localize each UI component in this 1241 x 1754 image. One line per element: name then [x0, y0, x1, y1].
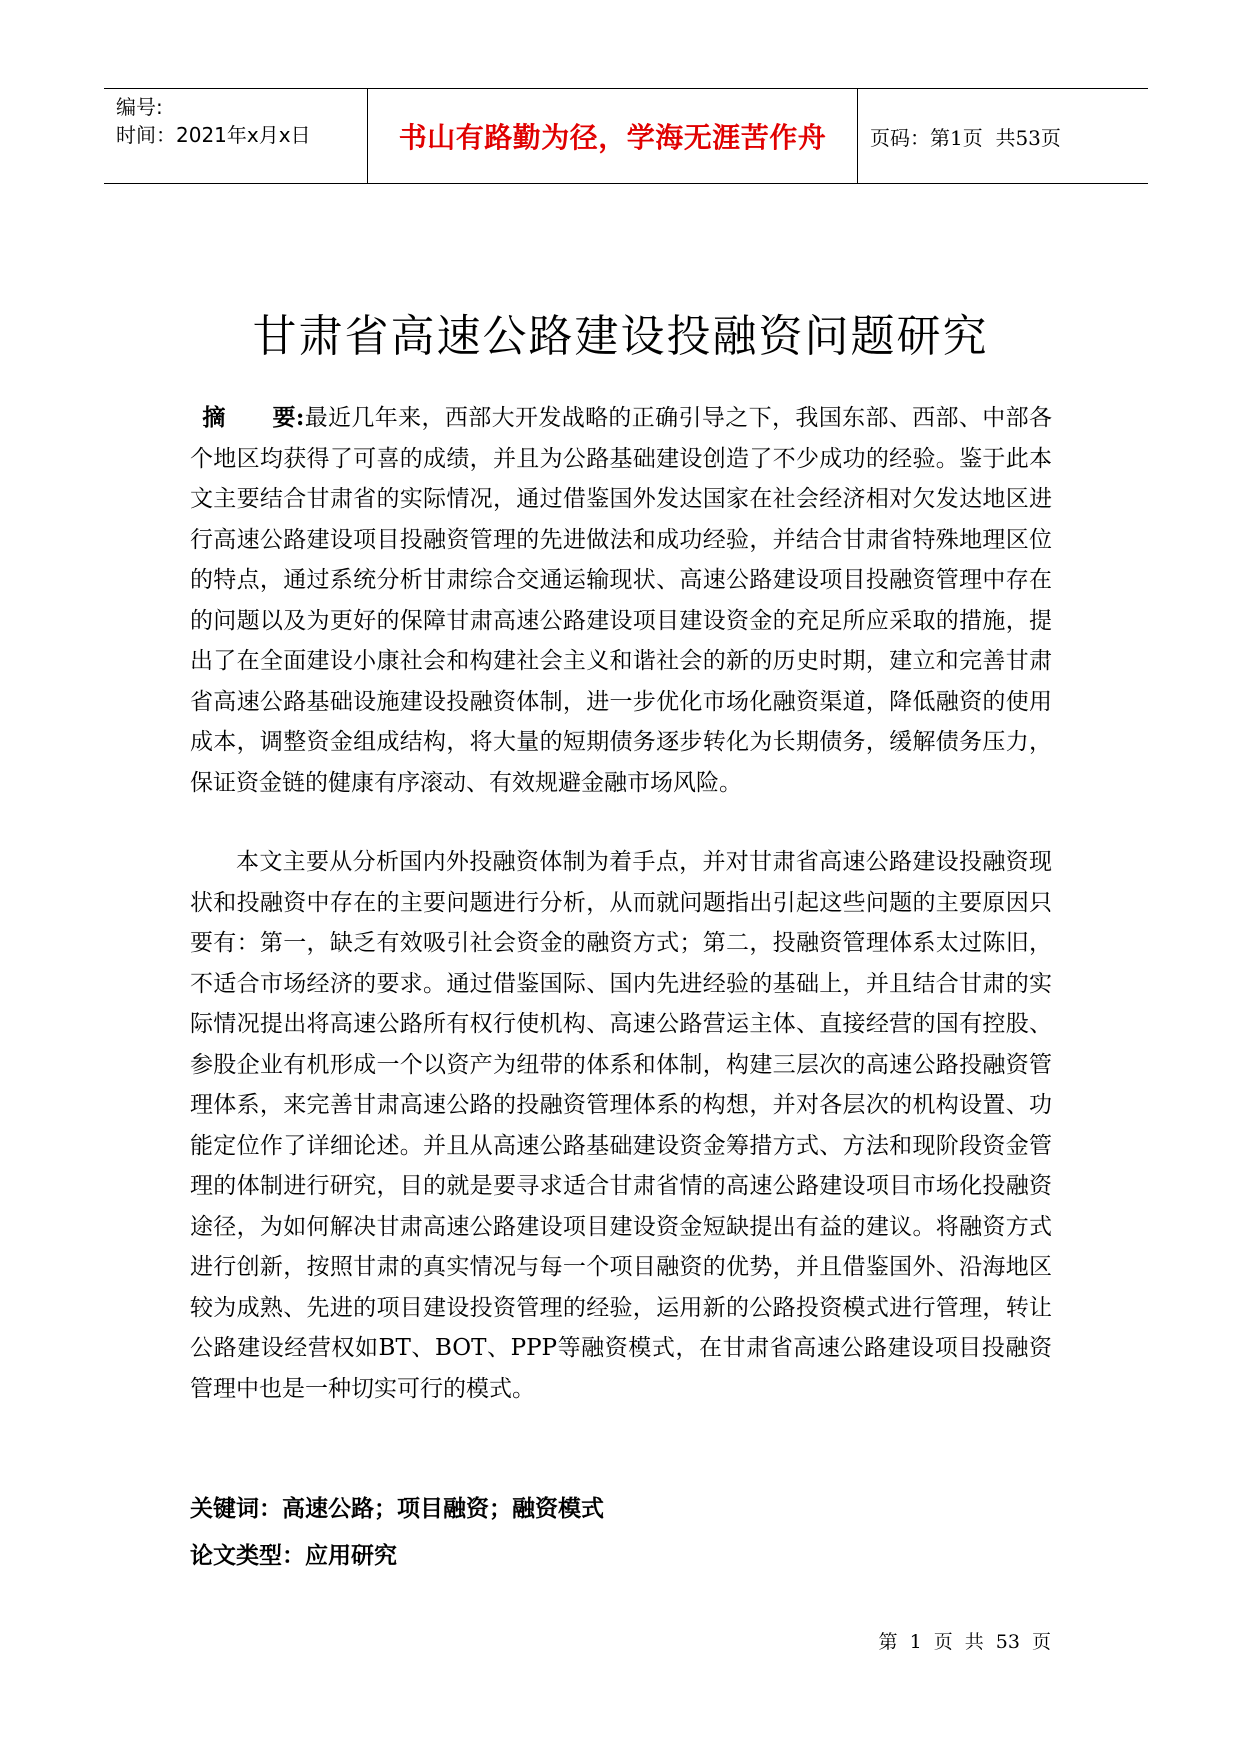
- body-paragraph: 本文主要从分析国内外投融资体制为着手点，并对甘肃省高速公路建设投融资现状和投融资中存在的主要问题进行分析，从而就问题指出引起这些问题的主要原因只要有：第一，缺乏有效吸引社会资金的融资方式；第二，投融资管理体系太过陈旧，不适合市场经济的要求。通过借鉴国际、国内先进经验的基础上，并且结合甘肃的实际情况提出将高速公路所有权行使机构、高速公路营运主体、直接经营的国有控股、参股企业有机形成一个以资产为纽带的体系和体制，构建三层次的高速公路投融资管理体系，来完善甘肃高速公路的投融资管理体系的构想，并对各层次的机构设置、功能定位作了详细论述。并且从高速公路基础建设资金筹措方式、方法和现阶段资金管理的体制进行研究，目的就是要寻求适合甘肃省情的高速公路建设项目市场化投融资途径，为如何解决甘肃高速公路建设项目建设资金短缺提出有益的建议。将融资方式进行创新，按照甘肃的真实情况与每一个项目融资的优势，并且借鉴国外、沿海地区较为成熟、先进的项目建设投资管理的经验，运用新的公路投资模式进行管理，转让公路建设经营权如BT、BOT、PPP等融资模式，在甘肃省高速公路建设项目投融资管理中也是一种切实可行的模式。: [190, 849, 1052, 1402]
- abstract-label: 摘 要:: [202, 404, 305, 431]
- page-footer: 第 1 页 共 53 页: [878, 1631, 1051, 1653]
- header-left-cell: [104, 89, 368, 183]
- abstract-paragraph: [190, 398, 1052, 803]
- keywords: 关键词：高速公路；项目融资；融资模式: [190, 1496, 604, 1522]
- header-table: [104, 88, 1148, 184]
- time-label: 时间：2021年x月x日: [116, 123, 311, 147]
- document-title: 甘肃省高速公路建设投融资问题研究: [252, 311, 989, 362]
- page-label: 页码：第1页 共53页: [870, 125, 1061, 150]
- paper-type: 论文类型：应用研究: [190, 1543, 397, 1569]
- abstract-text: 最近几年来，西部大开发战略的正确引导之下，我国东部、西部、中部各个地区均获得了可喜的成绩，并且为公路基础建设创造了不少成功的经验。鉴于此本文主要结合甘肃省的实际情况，通过借鉴国外发达国家在社会经济相对欠发达地区进行高速公路建设项目投融资管理的先进做法和成功经验，并结合甘肃省特殊地理区位的特点，通过系统分析甘肃综合交通运输现状、高速公路建设项目投融资管理中存在的问题以及为更好的保障甘肃高速公路建设项目建设资金的充足所应采取的措施，提出了在全面建设小康社会和构建社会主义和谐社会的新的历史时期，建立和完善甘肃省高速公路基础设施建设投融资体制，进一步优化市场化融资渠道，降低融资的使用成本，调整资金组成结构，将大量的短期债务逐步转化为长期债务，缓解债务压力，保证资金链的健康有序滚动、有效规避金融市场风险。: [190, 405, 1053, 796]
- number-label: 编号:: [116, 95, 163, 119]
- header-right-cell: [858, 89, 1148, 183]
- motto: 书山有路勤为径，学海无涯苦作舟: [368, 89, 858, 183]
